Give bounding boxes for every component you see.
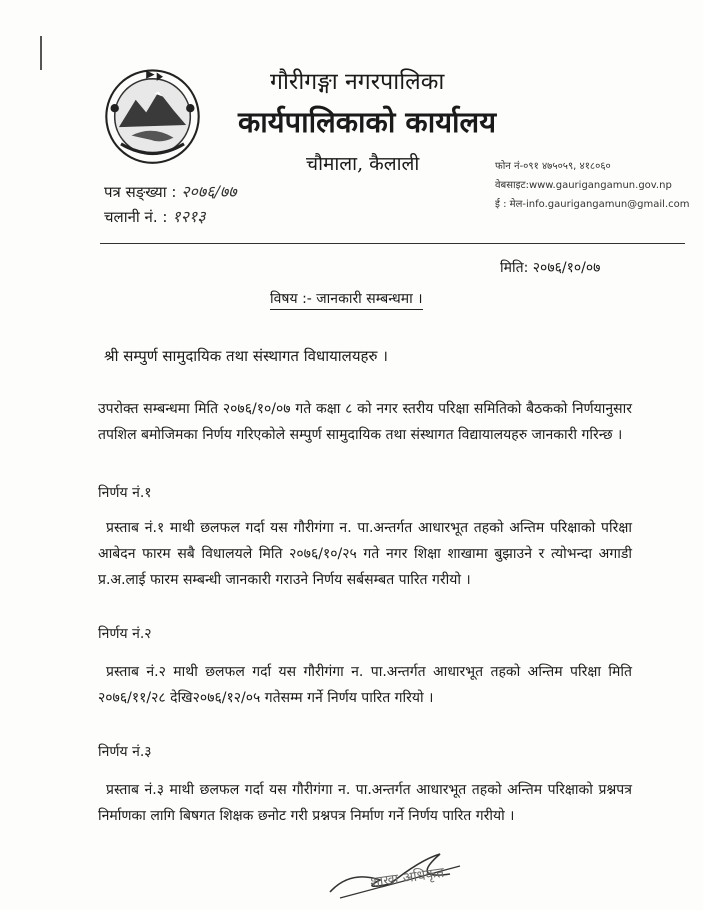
margin-mark: [40, 36, 42, 70]
dispatch-number-row: [104, 205, 206, 227]
addressee: श्री सम्पुर्ण सामुदायिक तथा संस्थागत विधायालयहरु ।: [104, 347, 388, 365]
decision-label: निर्णय नं.३: [98, 744, 152, 760]
contact-email[interactable]: ई : मेल-info.gaurigangamun@gmail.com: [495, 199, 690, 210]
letter-date: मिति: २०७६/१०/०७: [500, 260, 601, 276]
decision-text: प्रस्ताब नं.१ माथी छलफल गर्दा यस गौरीगंगा न. पा.अन्तर्गत आधारभूत तहको अन्तिम परिक्षाको परिक्षा आबेदन फारम सबै विधालयले मिति २०७६/१०/२५ गते नगर शिक्षा शाखामा बुझाउने र त्योभन्दा अगाडी प्र.अ.लाई फारम सम्बन्धी जानकारी गराउने निर्णय सर्बसम्बत पारित गरीयो ।: [98, 520, 632, 588]
decision-text: प्रस्ताब नं.२ माथी छलफल गर्दा यस गौरीगंगा न. पा.अन्तर्गत आधारभूत तहको अन्तिम परिक्षा मिति २०७६/११/२८ देखि२०७६/१२/०५ गतेसम्म गर्ने निर्णय पारित गरियो ।: [98, 664, 632, 706]
nepal-emblem-icon: [100, 62, 205, 167]
contact-phone: फोन नं-०९१ ४७५०५९, ४१८०६०: [495, 161, 611, 172]
letter-number-value: २०७६/७७: [181, 182, 237, 201]
office-location: चौमाला, कैलाली: [306, 153, 420, 175]
municipality-name: गौरीगङ्गा नगरपालिका: [270, 69, 445, 95]
intro-paragraph: उपरोक्त सम्बन्धमा मिति २०७६/१०/०७ गते कक्षा ८ को नगर स्तरीय परिक्षा समितिको बैठकको निर्णयानुसार तपशिल बमोजिमका निर्णय गरिएकोले सम्पुर्ण सामुदायिक तथा संस्थागत विद्यायालयहरु जानकारी गरिन्छ ।: [98, 401, 632, 443]
letter-subject: विषय :- जानकारी सम्बन्धमा ।: [270, 289, 423, 310]
contact-block: [495, 157, 689, 214]
letter-number-row: [104, 180, 237, 202]
office-name: कार्यपालिकाको कार्यालय: [238, 105, 497, 139]
contact-website[interactable]: वेबसाइट:www.gaurigangamun.gov.np: [495, 180, 672, 191]
dispatch-number-value: १२१३: [172, 207, 206, 226]
dispatch-number-label: चलानी नं. :: [104, 208, 168, 226]
decision-text: प्रस्ताब नं.३ माथी छलफल गर्दा यस गौरीगंगा न. पा.अन्तर्गत आधारभूत तहको अन्तिम परिक्षाको प्रश्नपत्र निर्माणका लागि बिषगत शिक्षक छनोट गरी प्रश्नपत्र निर्माण गर्ने निर्णय पारित गरीयो ।: [98, 782, 632, 824]
decision-label: निर्णय नं.२: [98, 626, 152, 642]
official-stamp: शाखा अधिकृत: [369, 864, 446, 892]
header-divider: [100, 243, 685, 244]
letter-number-label: पत्र सङ्ख्या :: [104, 183, 177, 201]
decision-label: निर्णय नं.१: [98, 485, 152, 501]
